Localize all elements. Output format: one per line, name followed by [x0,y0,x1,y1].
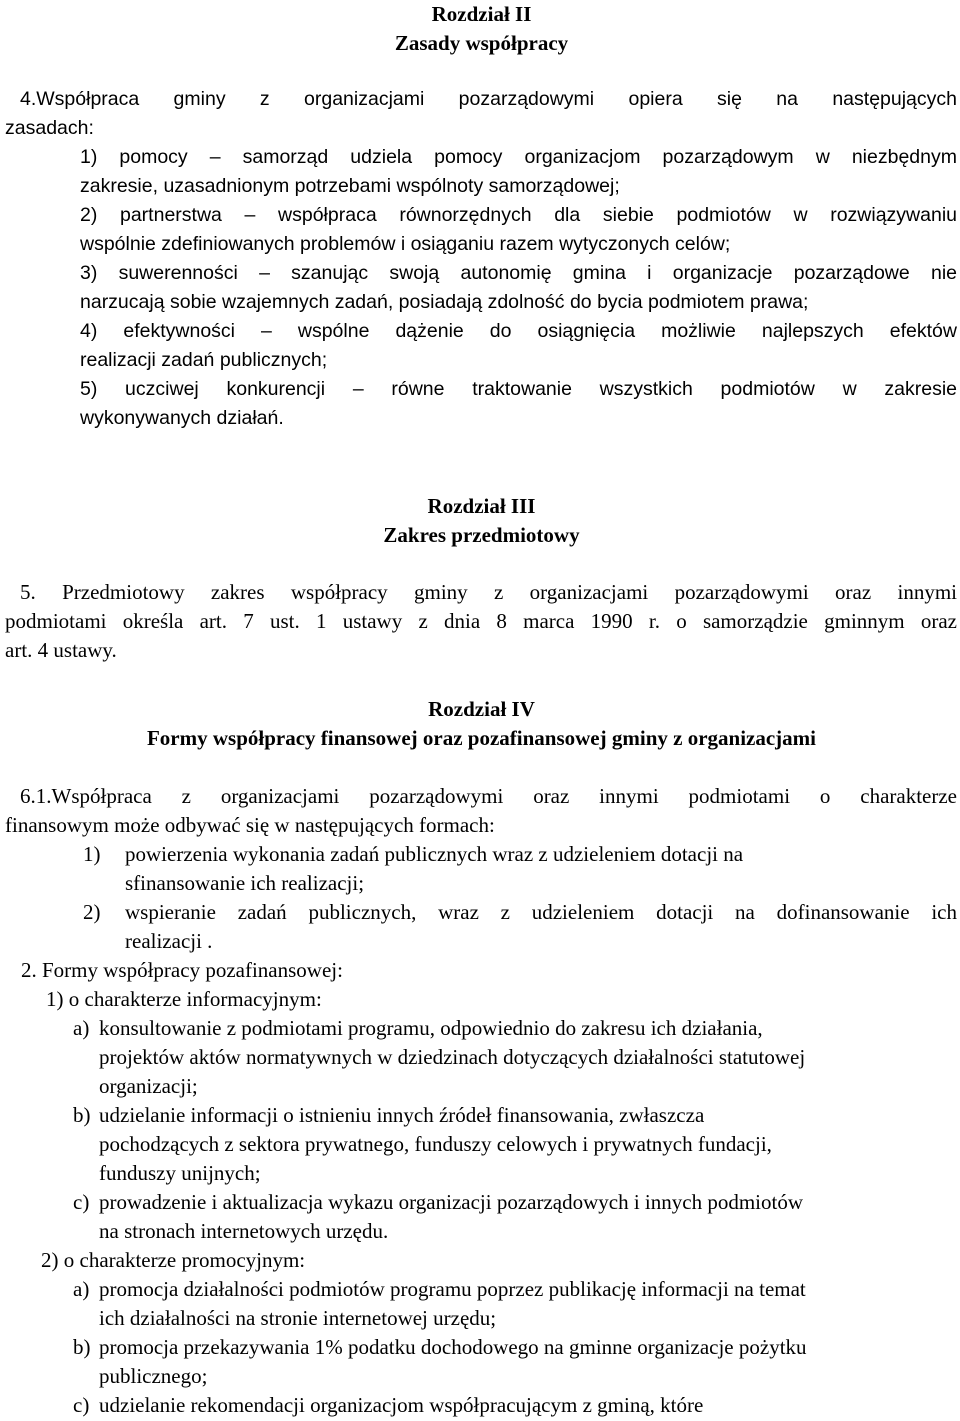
info-label: 1) o charakterze informacyjnym: [46,987,322,1011]
promo-item-a [73,1275,957,1333]
principle-1-line-2: zakresie, uzasadnionym potrzebami wspólnoty samorządowej; [80,175,620,197]
par-6-line-1: 6.1.Współpraca z organizacjami pozarządowymi oraz innymi podmiotami o charakterze [20,784,957,808]
info-item-b-line-2: pochodzących z sektora prywatnego, funduszy celowych i prywatnych fundacji, [99,1132,772,1156]
chapter-3-title: Rozdział III [427,494,536,518]
promo-item-c-line-1: udzielanie rekomendacji organizacjom współpracującym z gminą, które [99,1393,704,1417]
info-item-c [73,1188,957,1246]
promo-item-a-line-1: promocja działalności podmiotów programu poprzez publikację informacji na temat [99,1277,806,1301]
fin-item-1-line-1: powierzenia wykonania zadań publicznych wraz z udzieleniem dotacji na [125,842,744,866]
promo-item-a-line-2: ich działalności na stronie internetowej urzędu; [99,1306,497,1330]
chapter-2-subtitle: Zasady współpracy [394,31,569,55]
chapter-3-heading [0,492,960,550]
info-item-a-num: a) [73,1016,90,1040]
promo-item-c-num: c) [73,1393,90,1417]
chapter-3-subtitle: Zakres przedmiotowy [383,523,580,547]
principle-1 [0,143,957,201]
fin-item-2-num: 2) [83,900,101,924]
info-item-a [73,1014,957,1101]
fin-item-2-line-1: wspieranie zadań publicznych, wraz z udzieleniem dotacji na dofinansowanie ich [125,900,957,924]
promo-item-c [73,1391,957,1420]
par-4-line-1: 4.Współpraca gminy z organizacjami pozarządowymi opiera się na następujących [20,88,957,110]
principle-3-line-2: narzucają sobie wzajemnych zadań, posiadają zdolność do bycia podmiotem prawa; [80,291,809,313]
promo-item-b-line-2: publicznego; [99,1364,208,1388]
promo-item-b-line-1: promocja przekazywania 1% podatku dochodowego na gminne organizacje pożytku [99,1335,807,1359]
principle-4 [5,317,957,375]
chapter-4-heading [0,695,960,753]
principle-4-line-1: 4) efektywności – wspólne dążenie do osiągnięcia możliwie najlepszych efektów [80,320,957,342]
promo-item-a-num: a) [73,1277,90,1301]
par-5-line-3: art. 4 ustawy. [5,638,117,662]
info-item-b-num: b) [73,1103,91,1127]
promo-label: 2) o charakterze promocyjnym: [41,1248,306,1272]
promo-item-b [73,1333,957,1391]
principle-5 [5,375,957,433]
par-6-line-2: finansowym może odbywać się w następujących formach: [5,813,495,837]
principle-3-line-1: 3) suwerenności – szanując swoją autonomię gmina i organizacje pozarządowe nie [80,262,957,284]
fin-item-1 [83,840,957,898]
par-4-line-2: zasadach: [5,117,94,139]
par-5-line-1: 5. Przedmiotowy zakres współpracy gminy z organizacjami pozarządowymi oraz innymi [20,580,957,604]
chapter-2-body [5,85,957,433]
principle-1-line-1: 1) pomocy – samorząd udziela pomocy organizacjom pozarządowym w niezbędnym [80,146,957,168]
info-item-a-line-1: konsultowanie z podmiotami programu, odpowiednio do zakresu ich działania, [99,1016,763,1040]
chapter-4-subtitle: Formy współpracy finansowej oraz pozafinansowej gminy z organizacjami [146,726,816,750]
info-item-b-line-1: udzielanie informacji o istnieniu innych źródeł finansowania, zwłaszcza [99,1103,705,1127]
principle-5-line-1: 5) uczciwej konkurencji – równe traktowanie wszystkich podmiotów w zakresie [80,378,957,400]
principle-2-line-2: wspólnie zdefiniowanych problemów i osiąganiu razem wytyczonych celów; [80,233,731,255]
chapter-2-title: Rozdział II [431,2,532,26]
chapter-3-body [5,578,957,665]
principle-4-line-2: realizacji zadań publicznych; [80,349,328,371]
promo-item-b-num: b) [73,1335,91,1359]
fin-item-2-line-2: realizacji . [125,929,213,953]
chapter-4-body [5,782,957,1420]
principle-5-line-2: wykonywanych działań. [80,407,284,429]
par-5-line-2: podmiotami określa art. 7 ust. 1 ustawy z dnia 8 marca 1990 r. o samorządzie gminnym oraz [5,609,957,633]
info-item-c-line-1: prowadzenie i aktualizacja wykazu organizacji pozarządowych i innych podmiotów [99,1190,804,1214]
info-item-a-line-3: organizacji; [99,1074,198,1098]
info-item-c-line-2: na stronach internetowych urzędu. [99,1219,389,1243]
info-item-b [73,1101,957,1188]
info-item-b-line-3: funduszy unijnych; [99,1161,261,1185]
principle-2-line-1: 2) partnerstwa – współpraca równorzędnych dla siebie podmiotów w rozwiązywaniu [80,204,957,226]
principle-2 [5,201,957,259]
par-6-2-label: 2. Formy współpracy pozafinansowej: [21,958,343,982]
info-item-a-line-2: projektów aktów normatywnych w dziedzinach dotyczących działalności statutowej [99,1045,806,1069]
fin-item-1-line-2: sfinansowanie ich realizacji; [125,871,365,895]
info-item-c-num: c) [73,1190,90,1214]
principle-3 [5,259,957,317]
chapter-2-heading [0,0,960,58]
fin-item-1-num: 1) [83,842,101,866]
fin-item-2 [83,898,957,956]
chapter-4-title: Rozdział IV [428,697,535,721]
